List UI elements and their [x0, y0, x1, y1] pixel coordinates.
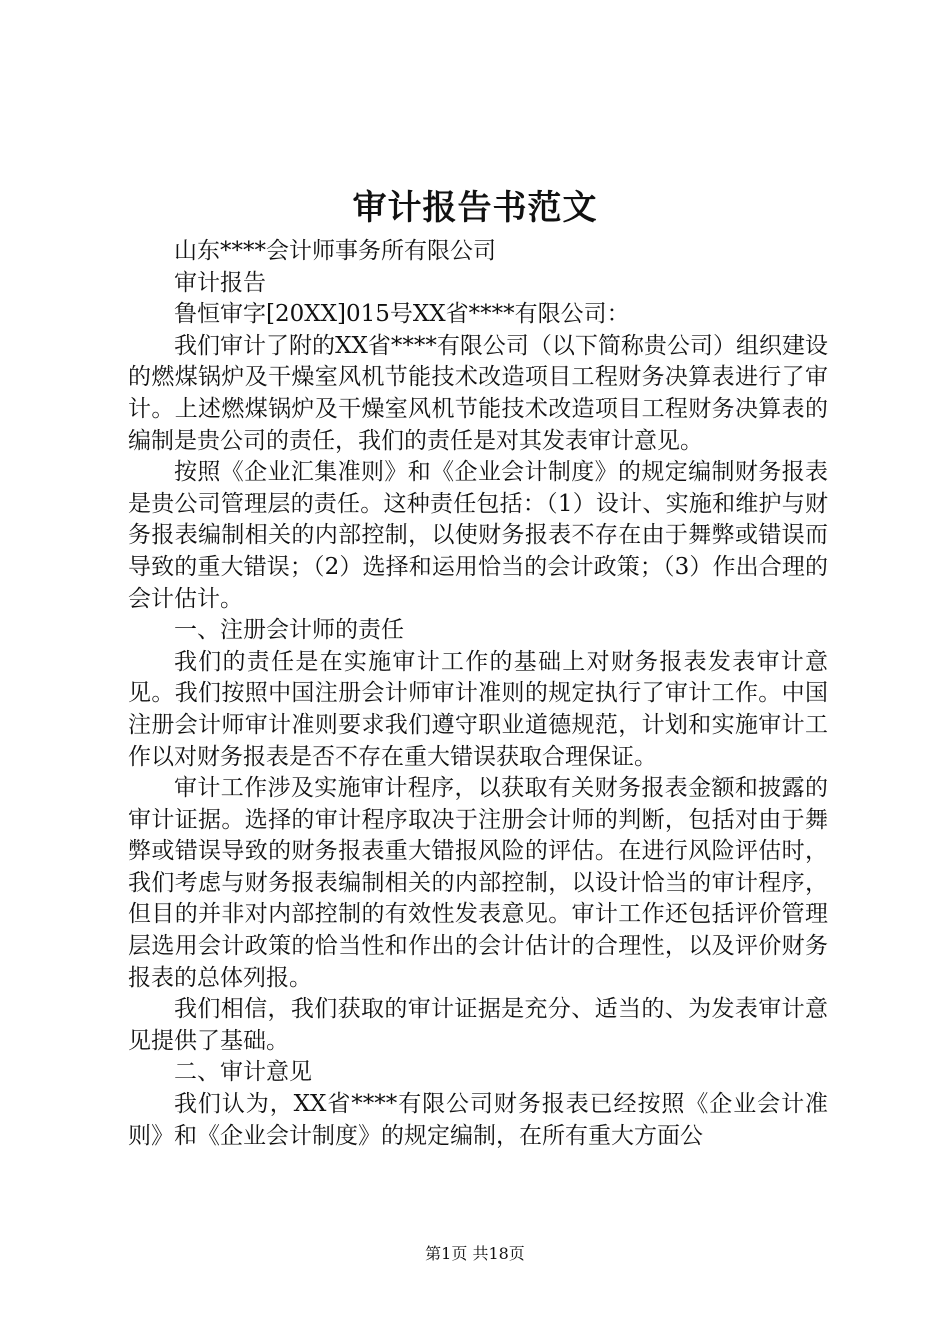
- firm-name: 山东****会计师事务所有限公司: [174, 238, 496, 264]
- document-title: 审计报告书范文: [352, 188, 598, 228]
- paragraph-audit-evidence: 我们相信，我们获取的审计证据是充分、适当的、为发表审计意见提供了基础。: [128, 996, 828, 1054]
- paragraph-auditor-responsibility: 我们的责任是在实施审计工作的基础上对财务报表发表审计意见。我们按照中国注册会计师审计准则的规定执行了审计工作。中国注册会计师审计准则要求我们遵守职业道德规范，计划和实施审计工作以对财务报表是否不存在重大错误获取合理保证。: [128, 648, 828, 770]
- section-heading-auditor-responsibility: 一、注册会计师的责任: [174, 617, 404, 644]
- paragraph-intro: 我们审计了附的XX省****有限公司（以下简称贵公司）组织建设的燃煤锅炉及干燥室风机节能技术改造项目工程财务决算表进行了审计。上述燃煤锅炉及干燥室风机节能技术改造项目工程财务决算表的编制是贵公司的责任，我们的责任是对其发表审计意见。: [128, 332, 828, 454]
- report-reference: 鲁恒审字[20XX]015号XX省****有限公司：: [174, 301, 630, 328]
- document-body: [128, 236, 828, 1152]
- report-heading: 审计报告: [174, 269, 266, 296]
- section-heading-audit-opinion: 二、审计意见: [174, 1059, 312, 1086]
- paragraph-management-responsibility: 按照《企业汇集准则》和《企业会计制度》的规定编制财务报表是贵公司管理层的责任。这种责任包括：（1）设计、实施和维护与财务报表编制相关的内部控制，以使财务报表不存在由于舞弊或错误而导致的重大错误；（2）选择和运用恰当的会计政策；（3）作出合理的会计估计。: [128, 459, 828, 612]
- paragraph-audit-procedures: 审计工作涉及实施审计程序，以获取有关财务报表金额和披露的审计证据。选择的审计程序取决于注册会计师的判断，包括对由于舞弊或错误导致的财务报表重大错报风险的评估。在进行风险评估时，我们考虑与财务报表编制相关的内部控制，以设计恰当的审计程序，但目的并非对内部控制的有效性发表意见。审计工作还包括评价管理层选用会计政策的恰当性和作出的会计估计的合理性，以及评价财务报表的总体列报。: [128, 775, 828, 991]
- paragraph-audit-opinion: 我们认为，XX省****有限公司财务报表已经按照《企业会计准则》和《企业会计制度》的规定编制，在所有重大方面公: [128, 1091, 828, 1149]
- page-footer: 第1页 共18页: [425, 1244, 525, 1263]
